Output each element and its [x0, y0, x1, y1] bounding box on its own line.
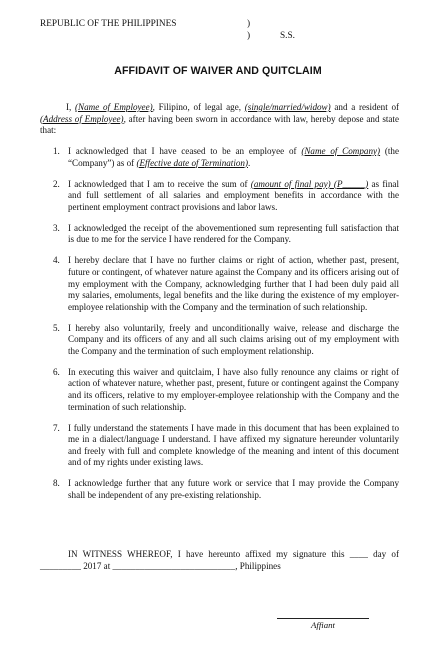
intro-text-3: and a resident of [330, 102, 400, 112]
item-number: 5. [53, 322, 60, 333]
item-number: 7. [53, 422, 60, 433]
item-text-part: I acknowledged that I am to receive the sum of [68, 178, 251, 189]
item-text-part: (the “Company”) as of [68, 146, 399, 168]
item-number: 2. [53, 178, 60, 189]
list-item [0, 323, 436, 358]
item-text [68, 146, 399, 169]
header-republic: REPUBLIC OF THE PHILIPPINES [40, 19, 177, 29]
list-item [0, 146, 436, 169]
company-name-placeholder: (Name of Company) [301, 146, 381, 156]
termination-date-placeholder: (Effective date of Termination) [136, 157, 248, 168]
witness-clause: IN WITNESS WHEREOF, I have hereunto affixed my signature this ____ day of _________ 2017 at ___________________________, Philippines [40, 549, 399, 571]
employee-name-placeholder: (Name of Employee) [75, 102, 153, 112]
list-item [0, 423, 436, 469]
header-paren-1: ) [247, 19, 251, 29]
signature-line [277, 618, 369, 619]
item-number: 4. [53, 255, 60, 266]
intro-text-1: I, [66, 102, 76, 112]
item-text: I acknowledged the receipt of the abovementioned sum representing full satisfaction that is due to me for the service I have rendered for the Company. [68, 222, 399, 245]
item-text: In executing this waiver and quitclaim, I have also fully renounce any claims or right of action of whatever nature, whether past, present, future or contingent against the Company and its officers, relative to my employer-employee relationship with the Company and the termination of such relationship. [68, 366, 399, 412]
statement-list [0, 146, 436, 511]
intro-text-4: , after having been sworn in accordance with law, hereby depose and state that: [40, 113, 399, 136]
item-text-part: I acknowledged that I have ceased to be an employee of [68, 146, 302, 156]
affiant-label: Affiant [311, 620, 335, 630]
header-ss: S.S. [280, 31, 295, 41]
item-number: 8. [53, 478, 60, 489]
item-text-part: as final and full settlement of all salaries and employment benefits in accordance with the pertinent employment contract provisions and labor laws. [68, 178, 399, 212]
item-number: 6. [53, 366, 60, 377]
final-pay-placeholder: (amount of final pay) (P_____) [250, 178, 369, 189]
list-item [0, 255, 436, 313]
list-item [0, 478, 436, 501]
item-text: I hereby also voluntarily, freely and unconditionally waive, release and discharge the Company and its officers of any and all such claims arising out of my employment with the Company and the termination of such employment relationship. [68, 322, 399, 356]
item-text: I acknowledge further that any future work or service that I may provide the Company shall be independent of any pre-existing relationship. [68, 478, 399, 500]
intro-text-2: , Filipino, of legal age, [152, 102, 245, 112]
item-text: I hereby declare that I have no further claims or right of action, whether past, present, future or contingent, of whatever nature against the Company and its officers arising out of my employment with the Company, acknowledging further that I had been duly paid all my salaries, emoluments, legal benefits and the like during the existence of my employer-employee relationship with the Company and the termination of such relationship. [68, 255, 399, 312]
item-number: 3. [53, 222, 60, 233]
list-item [0, 367, 436, 413]
item-text [68, 179, 399, 214]
employee-address-placeholder: (Address of Employee) [40, 113, 124, 124]
item-text-part: . [247, 157, 251, 168]
document-title: AFFIDAVIT OF WAIVER AND QUITCLAIM [114, 65, 322, 77]
intro-paragraph [40, 102, 399, 137]
list-item [0, 223, 436, 246]
civil-status-placeholder: (single/married/widow) [244, 102, 331, 112]
header-paren-2: ) [247, 31, 251, 41]
item-text: I fully understand the statements I have made in this document that has been explained to me in a dialect/language I understand. I have affixed my signature hereunder voluntarily and freely with full and complete knowledge of the meaning and intent of this document and of my rights under existing laws. [68, 422, 399, 468]
item-number: 1. [53, 146, 60, 156]
list-item [0, 179, 436, 214]
